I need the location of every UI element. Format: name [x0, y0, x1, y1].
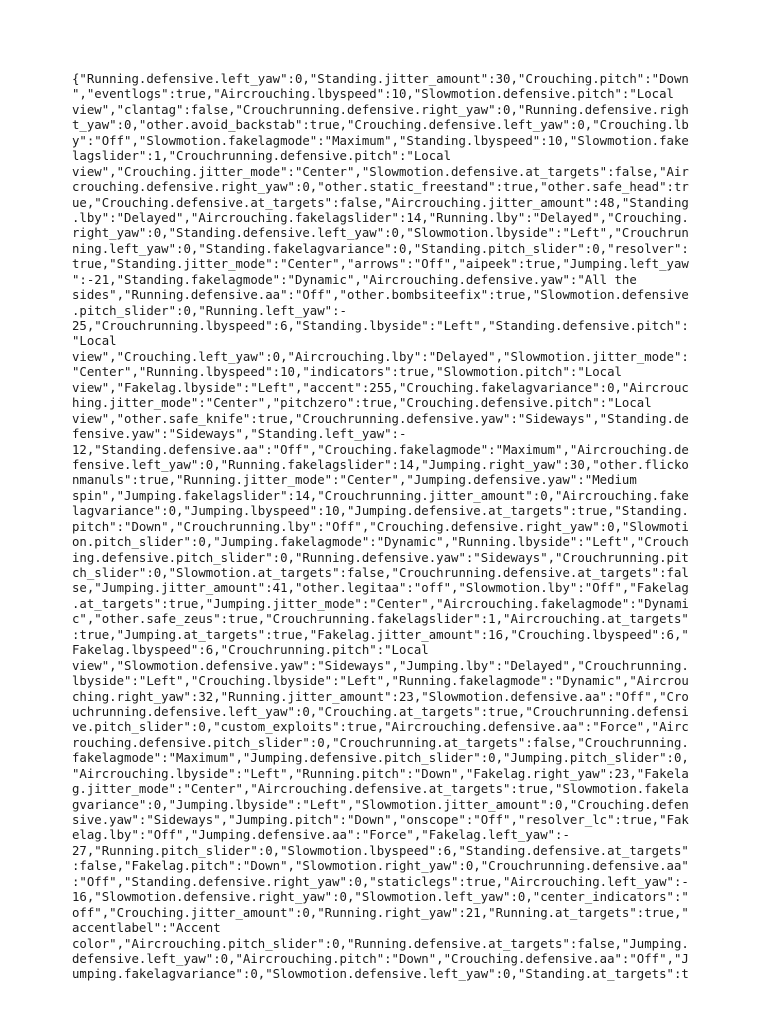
text-line: 16,"Slowmotion.defensive.right_yaw":0,"Slowmotion.left_yaw":0,"center_indicators":"	[72, 890, 689, 905]
text-line: 27,"Running.pitch_slider":0,"Slowmotion.lbyspeed":6,"Standing.defensive.at_targets"	[72, 843, 689, 858]
text-line: view","Crouching.jitter_mode":"Center","Slowmotion.defensive.at_targets":false,"Air	[72, 164, 689, 179]
text-line: true,"Standing.jitter_mode":"Center","arrows":"Off","aipeek":true,"Jumping.left_yaw	[72, 257, 689, 272]
text-line: {"Running.defensive.left_yaw":0,"Standing.jitter_amount":30,"Crouching.pitch":"Down	[72, 72, 689, 86]
text-line: y":"Off","Slowmotion.fakelagmode":"Maximum","Standing.lbyspeed":10,"Slowmotion.fake	[72, 133, 689, 148]
text-line: se,"Jumping.jitter_amount":41,"other.legitaa":"off","Slowmotion.lby":"Off","Fakelag	[72, 581, 689, 596]
text-line: .pitch_slider":0,"Running.left_yaw":-	[72, 303, 347, 318]
text-line: t_yaw":0,"other.avoid_backstab":true,"Crouching.defensive.left_yaw":0,"Crouching.lb	[72, 118, 689, 133]
text-line: Fakelag.lbyspeed":6,"Crouchrunning.pitch":"Local	[72, 643, 429, 658]
text-line: fakelagmode":"Maximum","Jumping.defensive.pitch_slider":0,"Jumping.pitch_slider":0,	[72, 751, 689, 766]
text-line: fensive.left_yaw":0,"Running.fakelagslider":14,"Jumping.right_yaw":30,"other.flicko	[72, 457, 689, 472]
text-line: c","other.safe_zeus":true,"Crouchrunning.fakelagslider":1,"Aircrouching.at_targets"	[72, 612, 689, 627]
text-line: nmanuls":true,"Running.jitter_mode":"Center","Jumping.defensive.yaw":"Medium	[72, 473, 637, 488]
text-line: sive.yaw":"Sideways","Jumping.pitch":"Down","onscope":"Off","resolver_lc":true,"Fak	[72, 813, 689, 827]
text-line: "Aircrouching.lbyside":"Left","Running.pitch":"Down","Fakelag.right_yaw":23,"Fakela	[72, 766, 689, 781]
text-line: ue,"Crouching.defensive.at_targets":false,"Aircrouching.jitter_amount":48,"Standing	[72, 195, 689, 210]
text-line: gvariance":0,"Jumping.lbyside":"Left","Slowmotion.jitter_amount":0,"Crouching.defen	[72, 797, 689, 812]
text-line: elag.lby":"Off","Jumping.defensive.aa":"Force","Fakelag.left_yaw":-	[72, 828, 570, 843]
text-line: :"Off","Standing.defensive.right_yaw":0,"staticlegs":true,"Aircrouching.left_yaw":-	[72, 874, 689, 889]
document-page	[72, 72, 696, 983]
text-line: "Center","Running.lbyspeed":10,"indicators":true,"Slowmotion.pitch":"Local	[72, 365, 622, 380]
text-line: ","eventlogs":true,"Aircrouching.lbyspeed":10,"Slowmotion.defensive.pitch":"Local	[72, 87, 674, 102]
text-line: hing.jitter_mode":"Center","pitchzero":true,"Crouching.defensive.pitch":"Local	[72, 396, 652, 411]
text-line: :false,"Fakelag.pitch":"Down","Slowmotion.right_yaw":0,"Crouchrunning.defensive.aa"	[72, 859, 689, 874]
text-line: .at_targets":true,"Jumping.jitter_mode":"Center","Aircrouching.fakelagmode":"Dynami	[72, 596, 689, 611]
text-line: right_yaw":0,"Standing.defensive.left_yaw":0,"Slowmotion.lbyside":"Left","Crouchrun	[72, 226, 689, 241]
text-line: view","Slowmotion.defensive.yaw":"Sideways","Jumping.lby":"Delayed","Crouchrunning.	[72, 658, 689, 673]
text-line: lagvariance":0,"Jumping.lbyspeed":10,"Jumping.defensive.at_targets":true,"Standing.	[72, 504, 689, 519]
text-line: view","clantag":false,"Crouchrunning.defensive.right_yaw":0,"Running.defensive.righ	[72, 102, 689, 117]
text-line: sides","Running.defensive.aa":"Off","other.bombsiteefix":true,"Slowmotion.defensive	[72, 288, 689, 303]
text-line: ":-21,"Standing.fakelagmode":"Dynamic","Aircrouching.defensive.yaw":"All the	[72, 272, 637, 287]
text-line: pitch":"Down","Crouchrunning.lby":"Off","Crouching.defensive.right_yaw":0,"Slowmoti	[72, 519, 689, 534]
text-line: fensive.yaw":"Sideways","Standing.left_yaw":-	[72, 427, 407, 442]
text-line: g.jitter_mode":"Center","Aircrouching.defensive.at_targets":true,"Slowmotion.fakela	[72, 782, 689, 797]
text-line: view","Crouching.left_yaw":0,"Aircrouching.lby":"Delayed","Slowmotion.jitter_mode":	[72, 349, 689, 364]
text-line: "Local	[72, 334, 117, 349]
text-line: defensive.left_yaw":0,"Aircrouching.pitch":"Down","Crouching.defensive.aa":"Off","J	[72, 951, 689, 966]
text-line: 25,"Crouchrunning.lbyspeed":6,"Standing.lbyside":"Left","Standing.defensive.pitch":	[72, 319, 689, 333]
text-line: 12,"Standing.defensive.aa":"Off","Crouching.fakelagmode":"Maximum","Aircrouching.de	[72, 442, 689, 457]
text-line: off","Crouching.jitter_amount":0,"Running.right_yaw":21,"Running.at_targets":true,"	[72, 905, 689, 920]
text-line: lbyside":"Left","Crouching.lbyside":"Left","Running.fakelagmode":"Dynamic","Aircrou	[72, 674, 689, 689]
text-line: crouching.defensive.right_yaw":0,"other.static_freestand":true,"other.safe_head":tr	[72, 180, 689, 195]
text-line: color","Aircrouching.pitch_slider":0,"Running.defensive.at_targets":false,"Jumping.	[72, 936, 689, 951]
text-line: .lby":"Delayed","Aircrouching.fakelagslider":14,"Running.lby":"Delayed","Crouching.	[72, 210, 689, 225]
text-line: spin","Jumping.fakelagslider":14,"Crouchrunning.jitter_amount":0,"Aircrouching.fake	[72, 488, 689, 503]
text-line: view","other.safe_knife":true,"Crouchrunning.defensive.yaw":"Sideways","Standing.de	[72, 411, 689, 426]
text-line: ing.defensive.pitch_slider":0,"Running.defensive.yaw":"Sideways","Crouchrunning.pit	[72, 550, 689, 565]
text-line: ve.pitch_slider":0,"custom_exploits":true,"Aircrouching.defensive.aa":"Force","Airc	[72, 720, 689, 735]
text-line: ch_slider":0,"Slowmotion.at_targets":false,"Crouchrunning.defensive.at_targets":fal	[72, 566, 689, 580]
text-line: on.pitch_slider":0,"Jumping.fakelagmode":"Dynamic","Running.lbyside":"Left","Crouch	[72, 535, 689, 550]
text-line: umping.fakelagvariance":0,"Slowmotion.defensive.left_yaw":0,"Standing.at_targets":t	[72, 967, 689, 982]
text-line: lagslider":1,"Crouchrunning.defensive.pitch":"Local	[72, 149, 452, 164]
text-line: ching.right_yaw":32,"Running.jitter_amount":23,"Slowmotion.defensive.aa":"Off","Cro	[72, 689, 689, 704]
text-line: accentlabel":"Accent	[72, 921, 221, 936]
text-line: view","Fakelag.lbyside":"Left","accent":255,"Crouching.fakelagvariance":0,"Aircrouc	[72, 380, 689, 395]
text-line: ning.left_yaw":0,"Standing.fakelagvariance":0,"Standing.pitch_slider":0,"resolver":	[72, 241, 689, 256]
text-line: :true,"Jumping.at_targets":true,"Fakelag.jitter_amount":16,"Crouching.lbyspeed":6,"	[72, 627, 689, 642]
text-line: uchrunning.defensive.left_yaw":0,"Crouching.at_targets":true,"Crouchrunning.defensi	[72, 704, 689, 719]
text-line: rouching.defensive.pitch_slider":0,"Crouchrunning.at_targets":false,"Crouchrunning.	[72, 735, 689, 750]
